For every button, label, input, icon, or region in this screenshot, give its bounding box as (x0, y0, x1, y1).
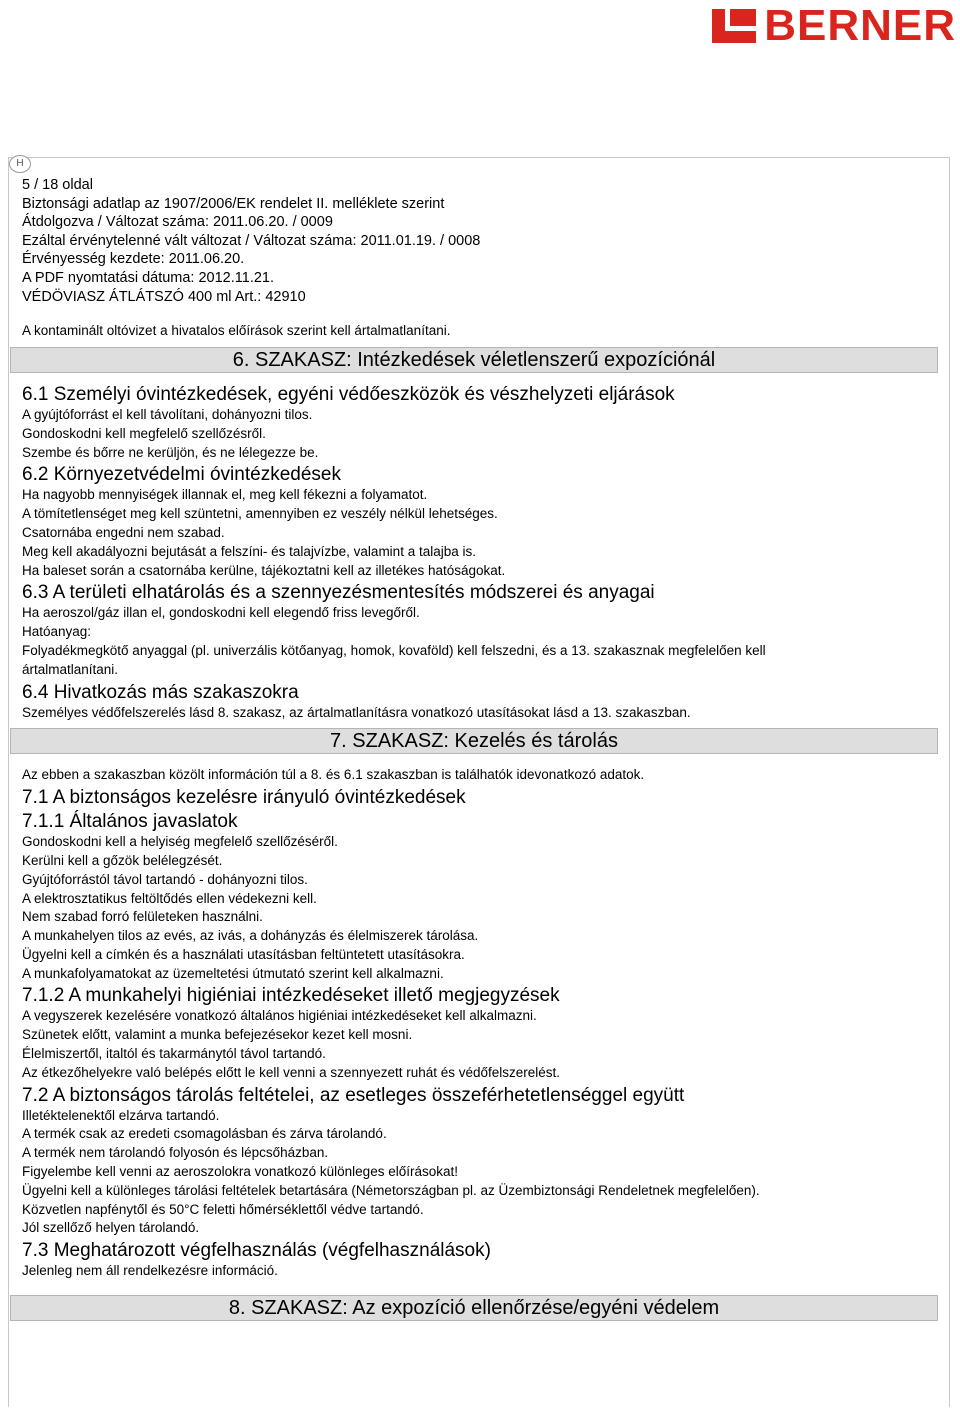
section-8-header: 8. SZAKASZ: Az expozíció ellenőrzése/egyéni védelem (10, 1295, 938, 1321)
text-line: Ha baleset során a csatornába kerülne, tájékoztatni kell az illetékes hatóságokat. (22, 562, 506, 578)
text-line: Szünetek előtt, valamint a munka befejezésekor kezet kell mosni. (22, 1027, 413, 1043)
text-line: Folyadékmegkötő anyaggal (pl. univerzális kötőanyag, homok, kovaföld) kell felszedni, és a 13. szakasznak megfelelően kell (22, 642, 766, 658)
text-line: Ügyelni kell a különleges tárolási feltételek betartására (Németországban pl. az Üzembiztonsági Rendeletnek megfelelően). (22, 1182, 760, 1198)
header-line: Érvényesség kezdete: 2011.06.20. (22, 251, 245, 268)
text-line: A munkahelyen tilos az evés, az ivás, a dohányzás és élelmiszerek tárolása. (22, 928, 479, 944)
text-line: Illetéktelenektől elzárva tartandó. (22, 1107, 220, 1123)
intro-line: A kontaminált oltóvizet a hivatalos előírások szerint kell ártalmatlanítani. (22, 323, 451, 339)
berner-logo (712, 1, 956, 50)
header-line: Biztonsági adatlap az 1907/2006/EK rendelet II. melléklete szerint (22, 195, 445, 212)
text-line: A tömítetlenséget meg kell szüntetni, amennyiben ez veszély nélkül lehetséges. (22, 506, 498, 522)
text-line: Jelenleg nem áll rendelkezésre információ. (22, 1263, 278, 1279)
section-7-1-2-title: 7.1.2 A munkahelyi higiéniai intézkedéseket illető megjegyzések (22, 985, 560, 1007)
section-6-header: 6. SZAKASZ: Intézkedések véletlenszerű expozíciónál (10, 347, 938, 373)
text-line: Hatóanyag: (22, 624, 92, 640)
section-6-2-title: 6.2 Környezetvédelmi óvintézkedések (22, 464, 341, 486)
text-line: Csatornába engedni nem szabad. (22, 524, 225, 540)
language-badge: H (9, 155, 31, 173)
text-line: Gyújtóforrástól távol tartandó - dohányozni tilos. (22, 871, 308, 887)
page-number: 5 / 18 oldal (22, 177, 93, 193)
text-line: Gondoskodni kell megfelelő szellőzésről. (22, 425, 266, 441)
text-line: A termék csak az eredeti csomagolásban és zárva tárolandó. (22, 1126, 387, 1142)
text-line: Gondoskodni kell a helyiség megfelelő szellőzéséről. (22, 834, 338, 850)
section-6-1-title: 6.1 Személyi óvintézkedések, egyéni védőeszközök és vészhelyzeti eljárások (22, 383, 675, 405)
text-line: Közvetlen napfénytől és 50°C feletti hőmérséklettől védve tartandó. (22, 1201, 424, 1217)
logo-text: BERNER (764, 1, 956, 50)
header-line: Ezáltal érvénytelenné vált változat / Változat száma: 2011.01.19. / 0008 (22, 232, 481, 249)
section-7-2-title: 7.2 A biztonságos tárolás feltételei, az esetleges összeférhetetlenséggel együtt (22, 1084, 685, 1106)
product-name: VÉDÖVIASZ ÁTLÁTSZÓ 400 ml Art.: 42910 (22, 288, 306, 305)
text-line: ártalmatlanítani. (22, 661, 119, 677)
text-line: Személyes védőfelszerelés lásd 8. szakasz, az ártalmatlanításra vonatkozó utasításokat lásd a 13. szakaszban. (22, 704, 691, 720)
text-line: Élelmiszertől, italtól és takarmánytól távol tartandó. (22, 1046, 326, 1062)
section-7-header: 7. SZAKASZ: Kezelés és tárolás (10, 728, 938, 754)
text-line: A elektrosztatikus feltöltődés ellen védekezni kell. (22, 890, 317, 906)
text-line: Az ebben a szakaszban közölt információn túl a 8. és 6.1 szakaszban is találhatók idevonatkozó adatok. (22, 767, 645, 783)
section-7-1-1-title: 7.1.1 Általános javaslatok (22, 811, 238, 833)
text-line: A gyújtóforrást el kell távolítani, dohányozni tilos. (22, 406, 313, 422)
text-line: Kerülni kell a gőzök belélegzését. (22, 852, 223, 868)
section-6-3-title: 6.3 A területi elhatárolás és a szennyezésmentesítés módszerei és anyagai (22, 582, 655, 604)
text-line: Ha aeroszol/gáz illan el, gondoskodni kell elegendő friss levegőről. (22, 605, 420, 621)
text-line: Ügyelni kell a címkén és a használati utasításban feltüntetett utasításokra. (22, 946, 465, 962)
text-line: Nem szabad forró felületeken használni. (22, 909, 263, 925)
document-content (22, 176, 942, 1321)
text-line: Az étkezőhelyekre való belépés előtt le kell venni a szennyezett ruhát és védőfelszerelést. (22, 1064, 561, 1080)
text-line: Figyelembe kell venni az aeroszolokra vonatkozó különleges előírásokat! (22, 1164, 458, 1180)
text-line: A termék nem tárolandó folyosón és lépcsőházban. (22, 1145, 329, 1161)
section-7-3-title: 7.3 Meghatározott végfelhasználás (végfelhasználások) (22, 1240, 491, 1262)
berner-logo-mark-icon (712, 9, 756, 43)
text-line: A munkafolyamatokat az üzemeltetési útmutató szerint kell alkalmazni. (22, 965, 444, 981)
section-6-4-title: 6.4 Hivatkozás más szakaszokra (22, 681, 299, 703)
document-header (22, 176, 942, 306)
text-line: Jól szellőző helyen tárolandó. (22, 1220, 200, 1236)
text-line: Ha nagyobb mennyiségek illannak el, meg kell fékezni a folyamatot. (22, 487, 428, 503)
header-line: Átdolgozva / Változat száma: 2011.06.20. / 0009 (22, 214, 333, 231)
text-line: Szembe és bőrre ne kerüljön, és ne lélegezze be. (22, 444, 319, 460)
header-line: A PDF nyomtatási dátuma: 2012.11.21. (22, 269, 275, 286)
section-7-1-title: 7.1 A biztonságos kezelésre irányuló óvintézkedések (22, 787, 466, 809)
text-line: Meg kell akadályozni bejutását a felszíni- és talajvízbe, valamint a talajba is. (22, 543, 476, 559)
text-line: A vegyszerek kezelésére vonatkozó általános higiéniai intézkedéseket kell alkalmazni. (22, 1008, 537, 1024)
